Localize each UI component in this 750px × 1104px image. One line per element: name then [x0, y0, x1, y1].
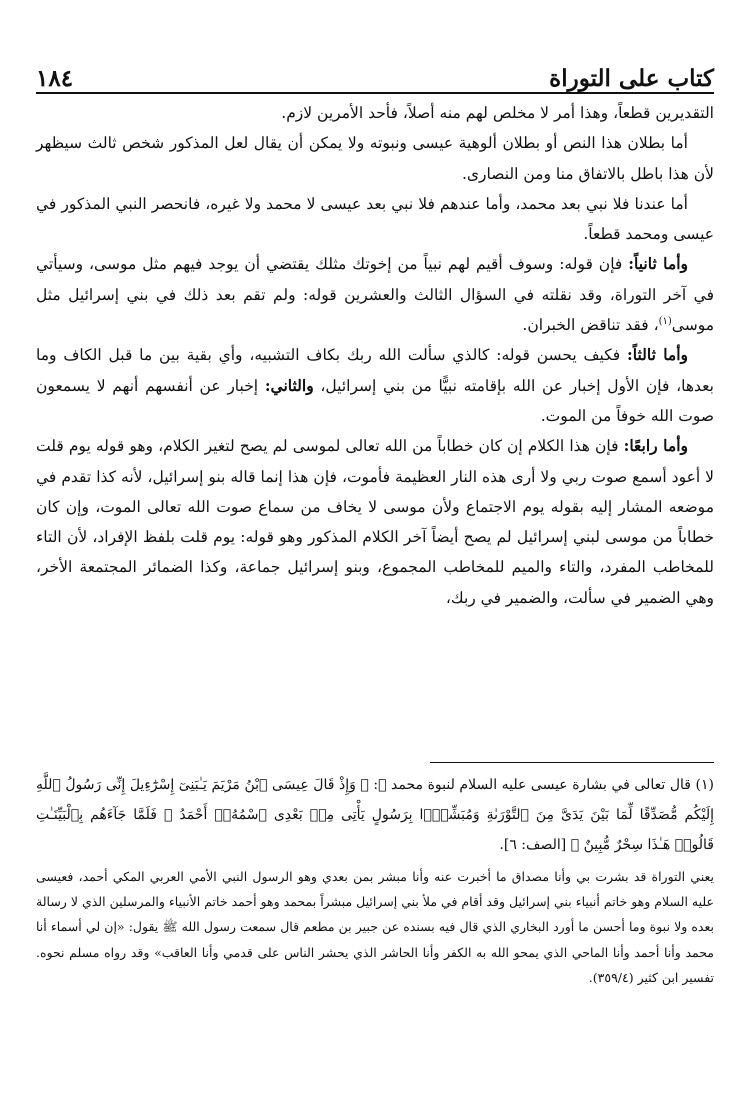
paragraph-5	[36, 340, 714, 431]
paragraph-6	[36, 431, 714, 613]
paragraph-4	[36, 249, 714, 340]
header-divider	[36, 92, 714, 94]
paragraph-6-text: فإن هذا الكلام إن كان خطاباً من الله تعالى لموسى لم يصح لتغير الكلام، وهو قوله يوم قلت لا أعود أسمع صوت ربي ولا أرى هذه النار العظيمة فأموت، فإن هذا إنما قاله بنو إسرائيل، لأنه كذا تقدم في موضعه المشار إليه بقوله يوم الاجتماع ولأن موسى لا يخاف من سماع صوت الله تعالى الموت، وإن كان خطاباً من موسى لبني إسرائيل لم يصح أيضاً آخر الكلام المذكور وهو قوله: يوم قلت بلفظ الإفراد، لأن التاء للمخاطب المفرد، والتاء والميم للمخاطب المجموع، وبنو إسرائيل جماعة، وكذا الضمائر المجتمعة الأخر، وهي الضمير في سألت، والضمير في ربك،	[36, 437, 714, 607]
paragraph-4-text-b: ، فقد تناقض الخبران.	[522, 316, 659, 335]
paragraph-5-second-lead: والثاني:	[264, 375, 314, 395]
main-text	[36, 98, 714, 613]
paragraph-3: أما عندنا فلا نبي بعد محمد، وأما عندهم فلا نبي بعد عيسى لا محمد ولا غيره، فانحصر النبي المذكور في عيسى ومحمد قطعاً.	[36, 194, 714, 244]
paragraph-6-lead: وأما رابعًا:	[623, 436, 688, 456]
page-header	[36, 56, 714, 92]
footnote-1-verse: (١) قال تعالى في بشارة عيسى عليه السلام لنبوة محمد ﷺ: ﴿ وَإِذْ قَالَ عِيسَى ٱبْنُ مَرْيَمَ يَـٰبَنِىٓ إِسْرَٰٓءِيلَ إِنِّى رَسُولُ ٱللَّهِ إِلَيْكُم مُّصَدِّقًا لِّمَا بَيْنَ يَدَىَّ مِنَ ٱلتَّوْرَىٰةِ وَمُبَشِّرًۢا بِرَسُولٍ يَأْتِى مِنۢ بَعْدِى ٱسْمُهُۥٓ أَحْمَدُ ۖ فَلَمَّا جَآءَهُم بِٱلْبَيِّنَـٰتِ قَالُوا۟ هَـٰذَا سِحْرٌ مُّبِينٌ ﴾ [الصف: ٦].	[36, 777, 714, 853]
paragraph-4-text-a: فإن قوله: وسوف أقيم لهم نبياً من إخوتك مثلك يقتضي أن يوجد فيهم مثل موسى، وسيأتي في آخر التوراة، وقد نقلته في السؤال الثالث والعشرين قوله: ولم تقم بعد ذلك في بني إسرائيل مثل موسى	[36, 255, 714, 335]
paragraph-2: أما بطلان هذا النص أو بطلان ألوهية عيسى ونبوته ولا يمكن أن يقال لعل المذكور شخص ثالث سيظهر لأن هذا باطل بالاتفاق منا ومن النصارى.	[36, 134, 714, 183]
running-title: كتاب على التوراة	[549, 65, 714, 92]
footnote-reference: (١)	[658, 315, 672, 327]
paragraph-5-text-b: إخبار عن أنفسهم أنهم لا يسمعون صوت الله خوفاً من الموت.	[36, 376, 714, 425]
paragraph-5-text-a: فكيف يحسن قوله: كالذي سألت الله ربك بكاف التشبيه، وأي بقية بين ما قبل الكاف وما بعدها، فإن الأول إخبار عن الله بإقامته نبيًّا من بني إسرائيل،	[36, 346, 714, 395]
footnote-1-explanation: يعني التوراة قد بشرت بي وأنا مصداق ما أخبرت عنه وأنا مبشر بمن بعدي وهو الرسول النبي الأمي العربي المكي أحمد، فعيسى عليه السلام وهو خاتم أنبياء بني إسرائيل وقد أقام في ملأ بني إسرائيل مبشراً بمحمد وهو أحمد خاتم الأنبياء والمرسلين الذي لا رسالة بعده ولا نبوة وما أحسن ما أورد البخاري الذي قال فيه بسنده عن جبير بن مطعم قال سمعت رسول الله ﷺ يقول: «إن لي أسماء أنا محمد وأنا أحمد وأنا الماحي الذي يمحو الله به الكفر وأنا الحاشر الذي يحشر الناس على قدمي وأنا العاقب» وقد رواه مسلم نحوه. تفسير ابن كثير (٣٥٩/٤).	[36, 869, 714, 985]
paragraph-5-lead: وأما ثالثاً:	[627, 345, 689, 365]
paragraph-4-lead: وأما ثانياً:	[628, 254, 688, 274]
paragraph-1: التقديرين قطعاً، وهذا أمر لا مخلص لهم منه أصلاً، فأحد الأمرين لازم.	[281, 104, 714, 122]
footnote-divider	[430, 762, 714, 763]
page-number: ١٨٤	[36, 65, 74, 92]
footnotes	[36, 770, 714, 990]
